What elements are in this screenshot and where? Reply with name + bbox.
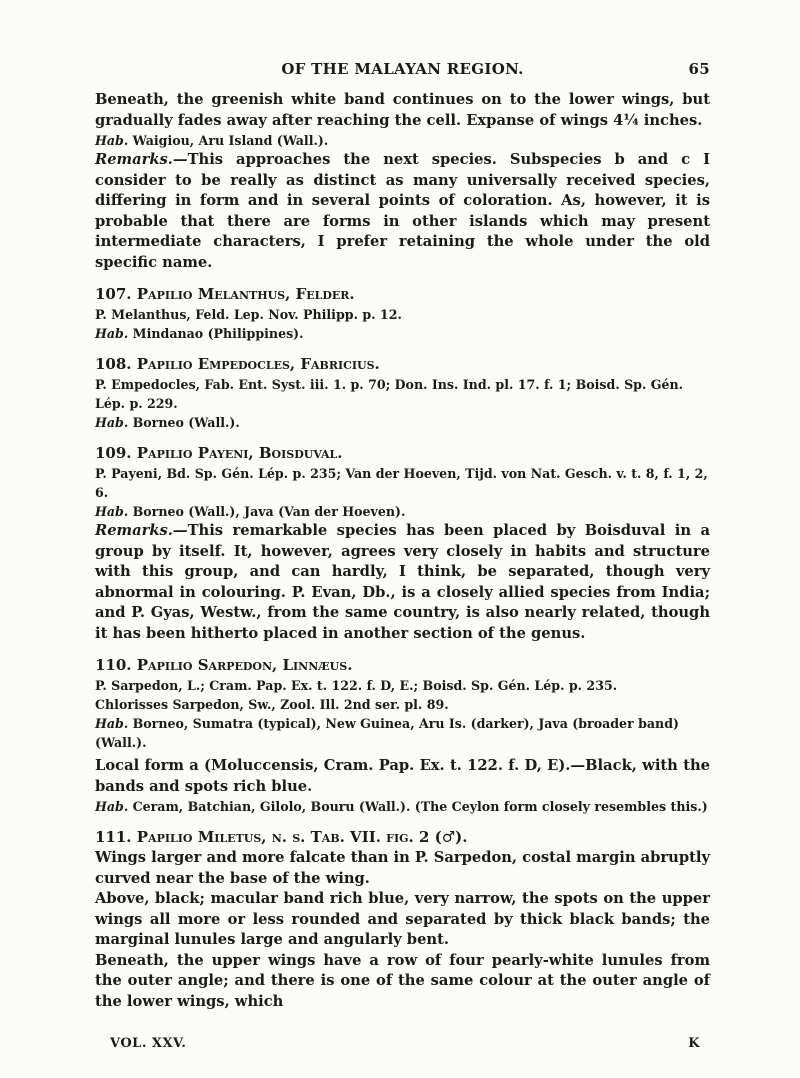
intro-habitat: Hab. Waigiou, Aru Island (Wall.).	[95, 133, 329, 148]
species-109-heading: 109. Papilio Payeni, Boisduval.	[95, 444, 343, 462]
volume-label: VOL. XXV.	[110, 1036, 187, 1051]
species-110-habitat-2: Hab. Ceram, Batchian, Gilolo, Bouru (Wall.). (The Ceylon form closely resembles this.)	[95, 799, 708, 814]
species-109-reference: P. Payeni, Bd. Sp. Gén. Lép. p. 235; Van der Hoeven, Tijd. von Nat. Gesch. v. t. 8, f. 1, 2, 6.	[95, 466, 708, 500]
species-107-habitat: Hab. Mindanao (Philippines).	[95, 326, 304, 341]
page-number: 65	[688, 60, 710, 78]
signature-mark: K	[688, 1036, 700, 1051]
species-108-reference: P. Empedocles, Fab. Ent. Syst. iii. 1. p. 70; Don. Ins. Ind. pl. 17. f. 1; Boisd. Sp. Gén. Lép. p. 229.	[95, 377, 684, 411]
species-111-paragraph-3: Beneath, the upper wings have a row of four pearly-white lunules from the outer angle; and there is one of the same colour at the outer angle of the lower wings, which	[95, 951, 710, 1010]
intro-paragraph: Beneath, the greenish white band continues on to the lower wings, but gradually fades away after reaching the cell. Expanse of wings 4¼ inches.	[95, 91, 710, 129]
species-110-local-form: Local form a (Moluccensis, Cram. Pap. Ex. t. 122. f. D, E).—Black, with the bands and spots rich blue.	[95, 757, 710, 795]
running-title: OF THE MALAYAN REGION.	[281, 60, 524, 78]
species-108-heading: 108. Papilio Empedocles, Fabricius.	[95, 355, 380, 373]
species-110-habitat: Hab. Borneo, Sumatra (typical), New Guinea, Aru Is. (darker), Java (broader band) (Wall.).	[95, 716, 679, 750]
intro-remarks: Remarks.—This approaches the next species. Subspecies b and c I consider to be really as distinct as many universally received species, differing in form and in several points of coloration. As, however, it is probable that there are forms in other islands which may present intermediate characters, I prefer retaining the whole under the old specific name.	[95, 151, 710, 271]
species-107-heading: 107. Papilio Melanthus, Felder.	[95, 285, 355, 303]
species-110-reference-1: P. Sarpedon, L.; Cram. Pap. Ex. t. 122. f. D, E.; Boisd. Sp. Gén. Lép. p. 235.	[95, 678, 618, 693]
species-107-reference: P. Melanthus, Feld. Lep. Nov. Philipp. p. 12.	[95, 307, 402, 322]
page-body	[95, 90, 710, 1012]
species-111-paragraph-2: Above, black; macular band rich blue, very narrow, the spots on the upper wings all more or less rounded and separated by thick black bands; the marginal lunules large and angularly bent.	[95, 890, 710, 948]
species-111-heading: 111. Papilio Miletus, n. s. Tab. VII. fig. 2 (♂).	[95, 828, 468, 846]
page-footer	[110, 1036, 700, 1051]
species-109-habitat: Hab. Borneo (Wall.), Java (Van der Hoeven).	[95, 504, 406, 519]
species-111-paragraph-1: Wings larger and more falcate than in P. Sarpedon, costal margin abruptly curved near the base of the wing.	[95, 849, 710, 887]
species-109-remarks: Remarks.—This remarkable species has been placed by Boisduval in a group by itself. It, however, agrees very closely in habits and structure with this group, and can hardly, I think, be separated, though very abnormal in colouring. P. Evan, Db., is a closely allied species from India; and P. Gyas, Westw., from the same country, is also nearly related, though it has been hitherto placed in another section of the genus.	[95, 522, 710, 642]
running-header	[95, 60, 710, 78]
species-108-habitat: Hab. Borneo (Wall.).	[95, 415, 240, 430]
species-110-heading: 110. Papilio Sarpedon, Linnæus.	[95, 656, 353, 674]
species-110-reference-2: Chlorisses Sarpedon, Sw., Zool. Ill. 2nd ser. pl. 89.	[95, 697, 449, 712]
